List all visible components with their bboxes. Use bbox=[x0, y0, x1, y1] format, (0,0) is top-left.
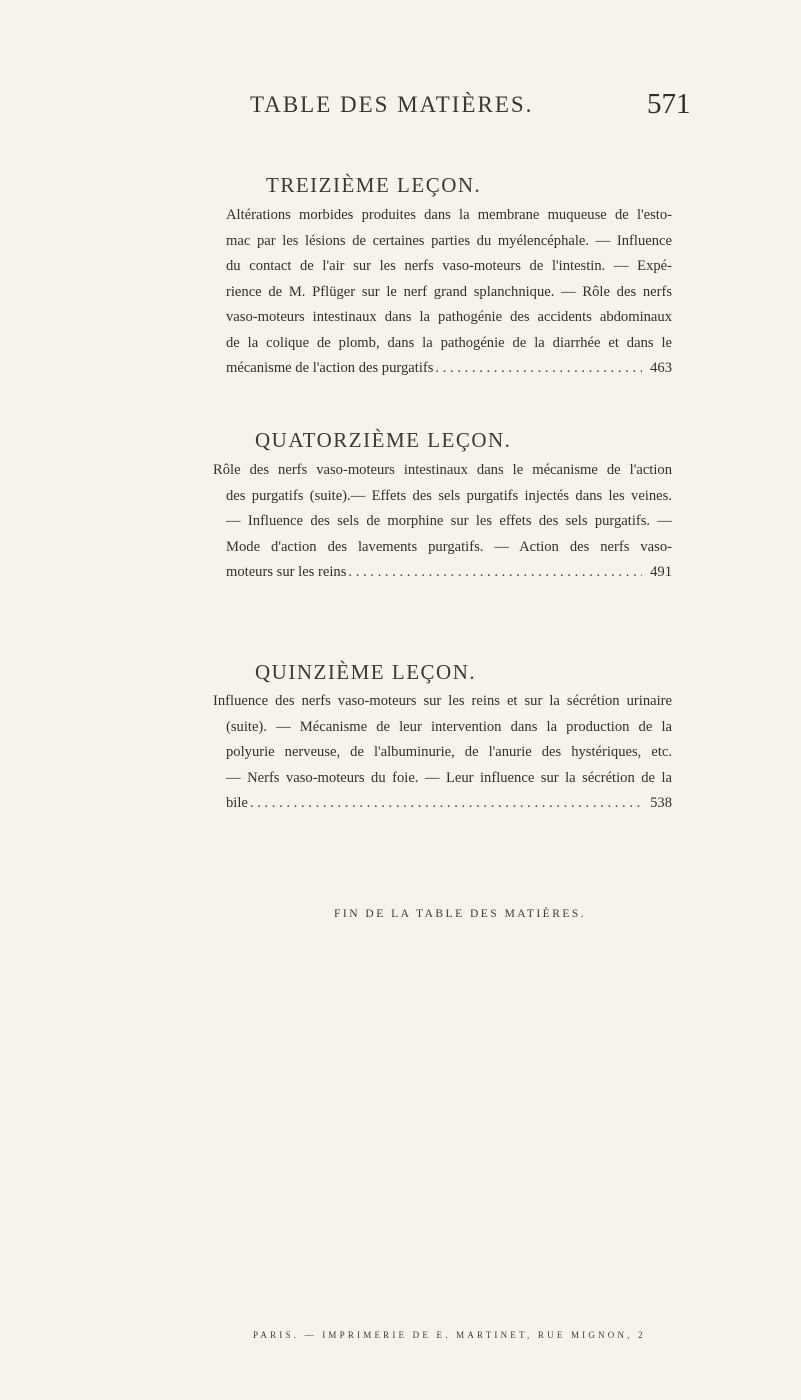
entry-line: vaso-moteurs intestinaux dans la pathogénie des accidents abdominaux bbox=[226, 309, 672, 325]
toc-entry-quatorzieme bbox=[213, 458, 672, 586]
entry-line: des purgatifs (suite).— Effets des sels purgatifs injectés dans les veines. bbox=[226, 487, 672, 504]
entry-line: Mode d'action des lavements purgatifs. — Action des nerfs vaso- bbox=[226, 538, 672, 555]
entry-line: — Influence des sels de morphine sur les effets des sels purgatifs. — bbox=[226, 513, 672, 529]
toc-entry-treizieme bbox=[226, 203, 672, 382]
entry-line-text: bile bbox=[226, 795, 248, 811]
entry-line-text: mécanisme de l'action des purgatifs bbox=[226, 360, 434, 376]
entry-line: rience de M. Pflüger sur le nerf grand splanchnique. — Rôle des nerfs bbox=[226, 283, 672, 300]
page-number: 571 bbox=[647, 88, 691, 120]
entry-line: polyurie nerveuse, de l'albuminurie, de l'anurie des hystériques, etc. bbox=[226, 744, 672, 760]
entry-line: mac par les lésions de certaines parties du myélencéphale. — Influence bbox=[226, 232, 672, 249]
page-reference: 463 bbox=[650, 360, 672, 376]
page-reference: 491 bbox=[650, 564, 672, 580]
entry-last-line bbox=[226, 560, 672, 586]
entry-line: Influence des nerfs vaso-moteurs sur les reins et sur la sécrétion urinaire bbox=[213, 693, 672, 709]
page-reference: 538 bbox=[650, 795, 672, 811]
entry-line: du contact de l'air sur les nerfs vaso-moteurs de l'intestin. — Expé- bbox=[226, 258, 672, 274]
section-heading-quatorzieme: QUATORZIÈME LEÇON. bbox=[255, 428, 512, 452]
dot-leader bbox=[435, 356, 642, 382]
running-title: TABLE DES MATIÈRES. bbox=[250, 92, 534, 117]
dot-leader bbox=[250, 791, 642, 817]
entry-last-line bbox=[226, 791, 672, 817]
entry-line: Rôle des nerfs vaso-moteurs intestinaux dans le mécanisme de l'action bbox=[213, 462, 672, 478]
printer-imprint: PARIS. — IMPRIMERIE DE E. MARTINET, RUE MIGNON, 2 bbox=[253, 1330, 646, 1340]
entry-line: — Nerfs vaso-moteurs du foie. — Leur influence sur la sécrétion de la bbox=[226, 769, 672, 786]
entry-line: Altérations morbides produites dans la membrane muqueuse de l'esto- bbox=[226, 207, 672, 223]
toc-entry-quinzieme bbox=[213, 689, 672, 817]
dot-leader bbox=[348, 560, 642, 586]
entry-line: (suite). — Mécanisme de leur intervention dans la production de la bbox=[226, 718, 672, 735]
entry-line-text: moteurs sur les reins bbox=[226, 564, 347, 580]
end-of-table-note: FIN DE LA TABLE DES MATIÈRES. bbox=[334, 908, 587, 920]
entry-last-line bbox=[226, 356, 672, 382]
section-heading-quinzieme: QUINZIÈME LEÇON. bbox=[255, 660, 477, 684]
entry-line: de la colique de plomb, dans la pathogénie de la diarrhée et dans le bbox=[226, 334, 672, 351]
section-heading-treizieme: TREIZIÈME LEÇON. bbox=[266, 173, 482, 197]
